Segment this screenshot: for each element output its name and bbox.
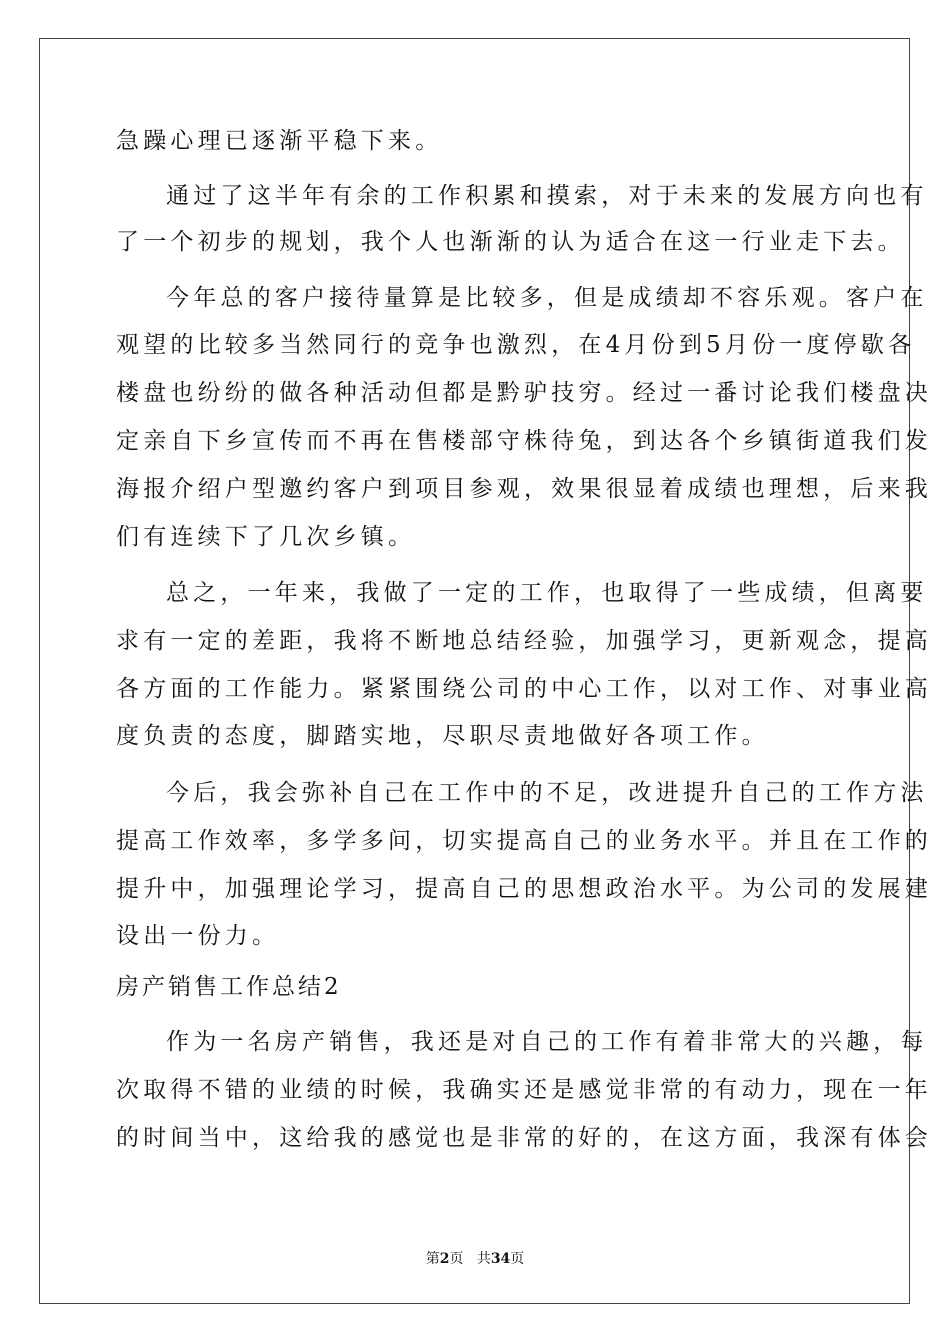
paragraph-start-line: 总之，一年来，我做了一定的工作，也取得了一些成绩，但离要 [166, 580, 928, 606]
text-line: 设出一份力。 [116, 923, 280, 949]
total-label-prefix: 共 [476, 1251, 491, 1267]
page-label-suffix: 页 [449, 1251, 464, 1267]
text-line: 提高工作效率，多学多问，切实提高自己的业务水平。并且在工作的 [116, 828, 932, 854]
paragraph-start-line: 通过了这半年有余的工作积累和摸索，对于未来的发展方向也有 [166, 183, 928, 209]
text-line: 海报介绍户型邀约客户到项目参观，效果很显着成绩也理想，后来我 [116, 476, 932, 502]
total-pages: 34 [490, 1251, 511, 1267]
text-line: 定亲自下乡宣传而不再在售楼部守株待兔，到达各个乡镇街道我们发 [116, 428, 932, 454]
text-line: 观望的比较多当然同行的竞争也激烈，在4月份到5月份一度停歇各 [116, 332, 916, 358]
paragraph-start-line: 今年总的客户接待量算是比较多，但是成绩却不容乐观。客户在 [166, 285, 928, 311]
paragraph-start-line: 作为一名房产销售，我还是对自己的工作有着非常大的兴趣，每 [166, 1029, 928, 1055]
text-line: 们有连续下了几次乡镇。 [116, 524, 416, 550]
text-line: 的时间当中，这给我的感觉也是非常的好的，在这方面，我深有体会 [116, 1125, 932, 1151]
total-label-suffix: 页 [510, 1251, 525, 1267]
page-footer [0, 1248, 950, 1268]
text-line: 提升中，加强理论学习，提高自己的思想政治水平。为公司的发展建 [116, 876, 932, 902]
text-line: 楼盘也纷纷的做各种活动但都是黔驴技穷。经过一番讨论我们楼盘决 [116, 380, 932, 406]
text-line: 求有一定的差距，我将不断地总结经验，加强学习，更新观念，提高 [116, 628, 932, 654]
text-line: 次取得不错的业绩的时候，我确实还是感觉非常的有动力，现在一年 [116, 1077, 932, 1103]
text-line: 急躁心理已逐渐平稳下来。 [116, 128, 443, 154]
text-line: 度负责的态度，脚踏实地，尽职尽责地做好各项工作。 [116, 723, 769, 749]
text-line: 各方面的工作能力。紧紧围绕公司的中心工作，以对工作、对事业高 [116, 676, 932, 702]
paragraph-start-line: 今后，我会弥补自己在工作中的不足，改进提升自己的工作方法 [166, 780, 928, 806]
page-number: 2 [439, 1251, 450, 1267]
text-line: 了一个初步的规划，我个人也渐渐的认为适合在这一行业走下去。 [116, 229, 905, 255]
section-heading: 房产销售工作总结2 [116, 974, 342, 1000]
page-label-prefix: 第 [425, 1251, 440, 1267]
